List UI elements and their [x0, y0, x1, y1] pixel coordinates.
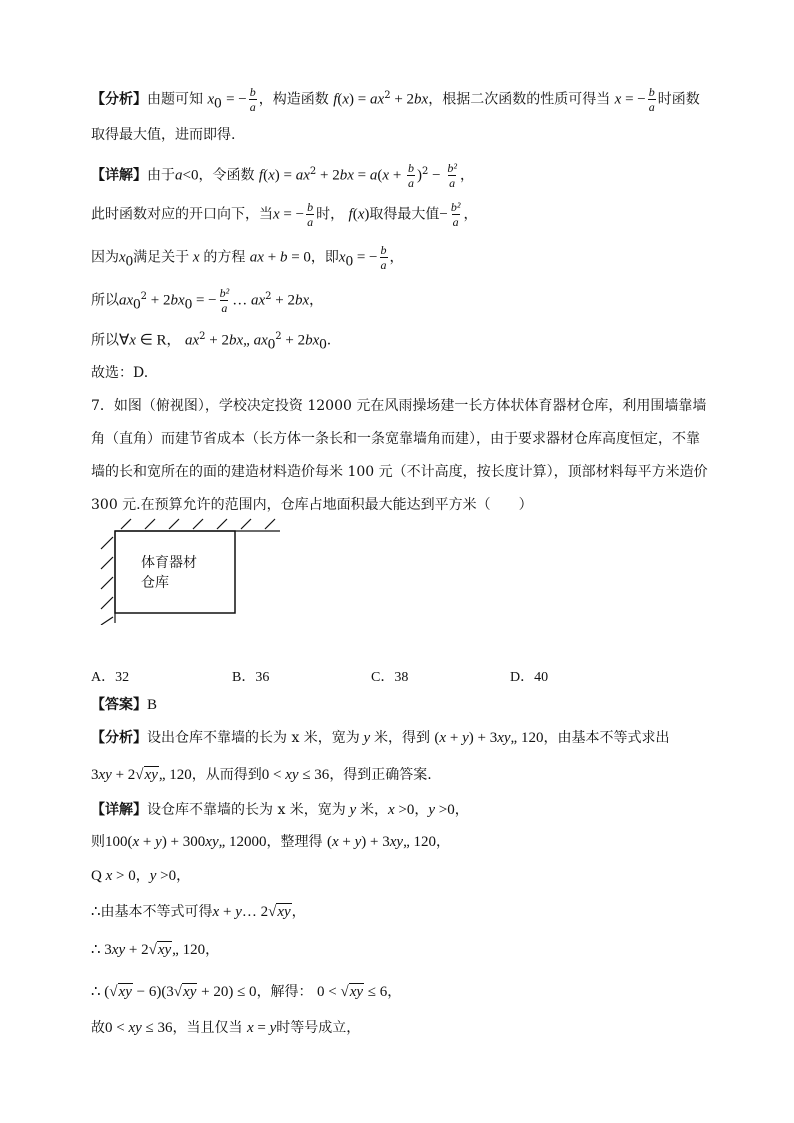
q7-detail-line-4: ∴由基本不等式可得x + y… 2√xy，	[91, 904, 306, 920]
q7-stem-line-1: 7．如图（俯视图），学校决定投资 12000 元在风雨操场建一长方体状体育器材仓库，利用围墙靠墙	[91, 398, 707, 414]
q7-analysis-line-2: 3xy + 2√xy„ 120，从而得到0 < xy ≤ 36，得到正确答案.	[91, 767, 432, 783]
q7-analysis-line-1: 【分析】设出仓库不靠墙的长为 x 米，宽为 y 米，得到 (x + y) + 3xy„ 120，由基本不等式求出	[91, 730, 670, 746]
s6-detail-line-4: 所以$ax_0^2 + 2bx_0$ = − $\frac{\text{b²}}{a}$ … $ax^2 + 2bx$，	[91, 286, 324, 316]
s6-detail-line-5: 所以∀x ∈ R， $ax^2$ + 2bx„ $ax_0^2 + 2bx_0$.	[91, 331, 332, 353]
option-b: B．36	[232, 670, 270, 685]
option-d: D．40	[510, 670, 549, 685]
option-c: C．38	[371, 670, 409, 685]
s6-analysis-line-1: 【分析】由题可知 $x_0$ = − $\frac{b}{a}$ ，构造函数 $f(x) = ax^2 + 2bx$，根据二次函数的性质可得当 x = − $\frac{b}{a}$ 时函数	[91, 85, 700, 115]
q7-stem-line-4: 300 元.在预算允许的范围内，仓库占地面积最大能达到平方米（ ）	[91, 497, 533, 513]
q7-answer	[91, 695, 157, 715]
s6-detail-line-1: 【详解】由于a<0，令函数 $f(x) = ax^2 + 2bx = a(x$ + $\frac{b}{a}$ )$^2$ − $\frac{\text{b²}}{a}$ ，	[91, 161, 474, 191]
question-number: 7．	[91, 398, 114, 414]
warehouse-figure	[95, 515, 285, 625]
detail-tag: 【详解】	[91, 167, 147, 184]
q7-detail-line-5: ∴ 3xy + 2√xy„ 120，	[91, 942, 220, 958]
q7-stem-line-2: 角（直角）而建节省成本（长方体一条长和一条宽靠墙角而建），由于要求器材仓库高度恒定，不靠	[91, 431, 700, 447]
q7-detail-line-2: 则100(x + y) + 300xy„ 12000，整理得 (x + y) + 3xy„ 120，	[91, 834, 451, 850]
q7-detail-line-7: 故0 < xy ≤ 36，当且仅当 x = y时等号成立，	[91, 1020, 361, 1036]
s6-detail-line-3: 因为$x_0$满足关于 x 的方程 ax + b = 0，即$x_0$ = − $\frac{b}{a}$ ，	[91, 243, 404, 272]
s6-choice: 故选：D.	[91, 365, 149, 381]
warehouse-label: 体育器材 仓库	[141, 555, 197, 591]
q7-detail-line-1: 【详解】设仓库不靠墙的长为 x 米，宽为 y 米，x >0，y >0，	[91, 802, 469, 818]
option-a: A．32	[91, 670, 130, 685]
q7-detail-line-6: ∴ (√xy − 6)(3√xy + 20) ≤ 0，解得： 0 < √xy ≤ 6，	[91, 984, 402, 1000]
answer-tag: 【答案】	[91, 697, 147, 713]
q7-detail-line-3: Q x > 0，y >0，	[91, 868, 191, 884]
q7-stem-line-3: 墙的长和宽所在的面的建造材料造价每米 100 元（不计高度，按长度计算），顶部材料每平方米造价	[91, 464, 708, 480]
s6-analysis-line-2: 取得最大值，进而即得.	[91, 127, 236, 143]
s6-detail-line-2: 此时函数对应的开口向下，当x = − $\frac{b}{a}$ 时， f(x)取得最大值− $\frac{\text{b²}}{a}$ ，	[91, 200, 478, 229]
answer-value: B	[147, 697, 158, 713]
analysis-tag: 【分析】	[91, 91, 147, 108]
